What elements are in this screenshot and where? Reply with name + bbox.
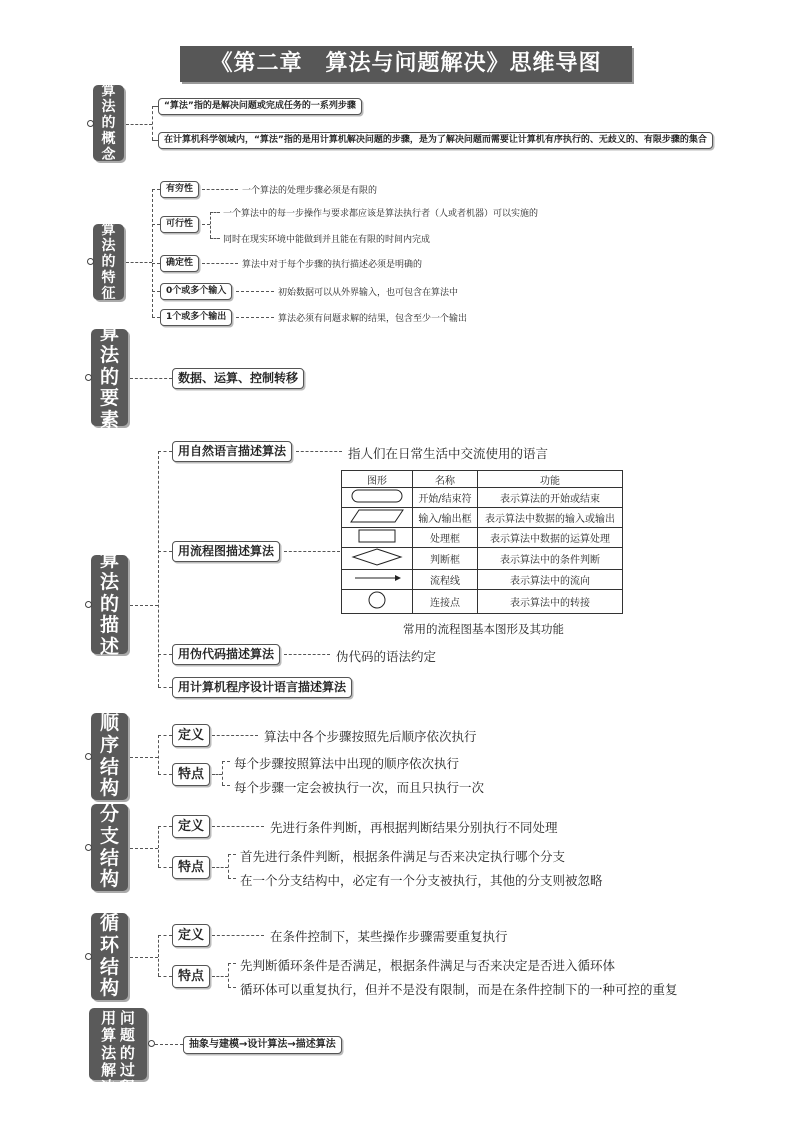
row-name: 输入/输出框 — [413, 508, 478, 528]
branch-definition-link — [212, 826, 264, 827]
output-desc: 算法必须有问题求解的结果，包含至少一个输出 — [278, 314, 468, 324]
sequence-link-2 — [158, 774, 172, 775]
features-tag: 算法的特征 — [93, 224, 124, 300]
branch-feature-2: 在一个分支结构中，必定有一个分支被执行，其他的分支则被忽略 — [240, 873, 603, 888]
branch-dot — [85, 844, 92, 851]
feasibility-link-1 — [210, 212, 220, 213]
output-link — [236, 317, 274, 318]
sequence-tag: 顺序结构 — [91, 713, 128, 800]
flowchart-box: 用流程图描述算法 — [172, 541, 280, 562]
loop-definition: 在条件控制下，某些操作步骤需要重复执行 — [270, 929, 508, 944]
concept-dot — [87, 120, 94, 127]
process-tag-line-1: 用算法解决 — [101, 1009, 117, 1096]
table-row — [342, 528, 623, 548]
loop-branch — [158, 935, 159, 976]
loop-tag: 循环结构 — [91, 913, 128, 1000]
concept-branch — [152, 106, 153, 140]
sequence-feature-1: 每个步骤按照算法中出现的顺序依次执行 — [234, 756, 460, 771]
branch-feature-link — [212, 867, 228, 868]
concept-item-1: “算法”指的是解决问题或完成任务的一系列步骤 — [158, 98, 362, 115]
process-symbol — [342, 528, 413, 548]
concept-item-2: 在计算机科学领域内，“算法”指的是用计算机解决问题的步骤，是为了解决问题而需要让计算机有序执行的、无歧义的、有限步骤的集合 — [158, 132, 713, 149]
concept-link — [126, 124, 152, 125]
process-tag-line-2: 问题的过程 — [119, 1009, 135, 1096]
elements-link — [130, 378, 172, 379]
natural-link — [296, 451, 342, 452]
loop-feature-box: 特点 — [172, 965, 210, 988]
finiteness-link — [202, 189, 238, 190]
loop-feature-1: 先判断循环条件是否满足，根据条件满足与否来决定是否进入循环体 — [240, 958, 616, 973]
table-row — [342, 548, 623, 570]
elements-item: 数据、运算、控制转移 — [172, 368, 304, 389]
table-row — [342, 508, 623, 528]
row-function: 表示算法中数据的输入或输出 — [478, 508, 623, 528]
natural-language-desc: 指人们在日常生活中交流使用的语言 — [348, 446, 549, 461]
input-desc: 初始数据可以从外界输入，也可包含在算法中 — [278, 288, 459, 298]
features-branch — [152, 189, 153, 317]
sequence-feature-branch — [222, 761, 223, 785]
pseudocode-box: 用伪代码描述算法 — [172, 644, 280, 665]
sequence-definition-link — [212, 735, 258, 736]
sequence-link — [130, 757, 158, 758]
table-row — [342, 570, 623, 590]
table-header-row — [342, 471, 623, 488]
branch-feature-branch — [228, 854, 229, 878]
features-link-1 — [152, 189, 160, 190]
feature-output: 1个或多个输出 — [160, 309, 232, 326]
description-link-4 — [158, 687, 172, 688]
sequence-feature-link-2 — [222, 785, 230, 786]
natural-language-box: 用自然语言描述算法 — [172, 441, 292, 462]
flowline-symbol — [342, 570, 413, 590]
description-tag: 算法的描述 — [91, 555, 128, 654]
features-link — [126, 262, 152, 263]
features-dot — [87, 258, 94, 265]
sequence-feature-2: 每个步骤一定会被执行一次，而且只执行一次 — [234, 780, 485, 795]
loop-link-2 — [158, 976, 172, 977]
header-function: 功能 — [478, 471, 623, 488]
loop-feature-link-2 — [228, 987, 236, 988]
branch-link-2 — [158, 867, 172, 868]
row-function: 表示算法中的转接 — [478, 590, 623, 614]
branch-definition: 先进行条件判断，再根据判断结果分别执行不同处理 — [270, 820, 558, 835]
loop-feature-link-1 — [228, 963, 236, 964]
pseudocode-desc: 伪代码的语法约定 — [336, 649, 437, 664]
io-symbol — [342, 508, 413, 528]
feasibility-link-2 — [210, 238, 220, 239]
flowchart-link — [284, 551, 340, 552]
features-link-2 — [152, 224, 160, 225]
feature-feasibility: 可行性 — [160, 216, 199, 233]
process-dot — [148, 1040, 155, 1047]
loop-definition-link — [212, 935, 264, 936]
row-function: 表示算法中的条件判断 — [478, 548, 623, 570]
definiteness-desc: 算法中对于每个步骤的执行描述必须是明确的 — [242, 260, 423, 270]
row-function: 表示算法中的流向 — [478, 570, 623, 590]
branch-feature-link-1 — [228, 854, 236, 855]
sequence-feature-link — [212, 774, 222, 775]
description-branch — [158, 451, 159, 687]
row-name: 处理框 — [413, 528, 478, 548]
features-link-4 — [152, 291, 160, 292]
row-function: 表示算法的开始或结束 — [478, 488, 623, 508]
sequence-definition-box: 定义 — [172, 724, 210, 747]
sequence-feature-box: 特点 — [172, 763, 210, 786]
loop-feature-2: 循环体可以重复执行，但并不是没有限制，而是在条件控制下的一种可控的重复 — [240, 982, 678, 997]
branch-definition-box: 定义 — [172, 815, 210, 838]
header-name: 名称 — [413, 471, 478, 488]
loop-definition-box: 定义 — [172, 924, 210, 947]
elements-dot — [85, 374, 92, 381]
loop-dot — [85, 953, 92, 960]
finiteness-desc: 一个算法的处理步骤必须是有限的 — [242, 186, 378, 196]
sequence-dot — [85, 753, 92, 760]
branch-feature-1: 首先进行条件判断，根据条件满足与否来决定执行哪个分支 — [240, 849, 566, 864]
loop-feature-branch — [228, 963, 229, 987]
branch-link — [130, 848, 158, 849]
branch-branch — [158, 826, 159, 867]
row-name: 开始/结束符 — [413, 488, 478, 508]
feasibility-branch — [210, 212, 211, 238]
feature-finiteness: 有穷性 — [160, 181, 199, 198]
process-item: 抽象与建模→设计算法→描述算法 — [183, 1036, 342, 1054]
loop-link — [130, 957, 158, 958]
branch-feature-link-2 — [228, 878, 236, 879]
sequence-branch — [158, 735, 159, 774]
row-function: 表示算法中数据的运算处理 — [478, 528, 623, 548]
feature-definiteness: 确定性 — [160, 255, 199, 272]
definiteness-link — [202, 263, 238, 264]
process-link — [155, 1044, 183, 1045]
concept-tag: 算法的概念 — [93, 85, 124, 161]
row-name: 连接点 — [413, 590, 478, 614]
table-row — [342, 488, 623, 508]
branch-tag: 分支结构 — [91, 804, 128, 891]
description-dot — [85, 601, 92, 608]
sequence-link-1 — [158, 735, 172, 736]
loop-feature-link — [212, 976, 228, 977]
process-tag — [89, 1008, 147, 1096]
sequence-definition: 算法中各个步骤按照先后顺序依次执行 — [264, 729, 477, 744]
feasibility-desc-2: 同时在现实环境中能做到并且能在有限的时间内完成 — [223, 235, 431, 245]
description-link-3 — [158, 654, 172, 655]
sequence-feature-link-1 — [222, 761, 230, 762]
loop-link-1 — [158, 935, 172, 936]
row-name: 判断框 — [413, 548, 478, 570]
terminal-symbol — [342, 488, 413, 508]
features-link-5 — [152, 317, 160, 318]
description-link-2 — [158, 551, 172, 552]
description-link-1 — [158, 451, 172, 452]
table-row — [342, 590, 623, 614]
description-link — [130, 605, 158, 606]
header-shape: 图形 — [342, 471, 413, 488]
input-link — [236, 291, 274, 292]
row-name: 流程线 — [413, 570, 478, 590]
branch-feature-box: 特点 — [172, 856, 210, 879]
features-link-3 — [152, 263, 160, 264]
connector-symbol — [342, 590, 413, 614]
flowchart-symbol-table — [341, 470, 623, 614]
program-language-box: 用计算机程序设计语言描述算法 — [172, 677, 352, 698]
feature-input: 0个或多个输入 — [160, 283, 232, 300]
page-title: 《第二章 算法与问题解决》思维导图 — [180, 46, 632, 82]
feasibility-link — [202, 224, 210, 225]
pseudocode-link — [284, 654, 330, 655]
feasibility-desc-1: 一个算法中的每一步操作与要求都应该是算法执行者（人或者机器）可以实施的 — [223, 209, 539, 219]
decision-symbol — [342, 548, 413, 570]
branch-link-1 — [158, 826, 172, 827]
flowchart-caption: 常用的流程图基本图形及其功能 — [403, 622, 564, 636]
elements-tag: 算法的要素 — [91, 329, 128, 426]
